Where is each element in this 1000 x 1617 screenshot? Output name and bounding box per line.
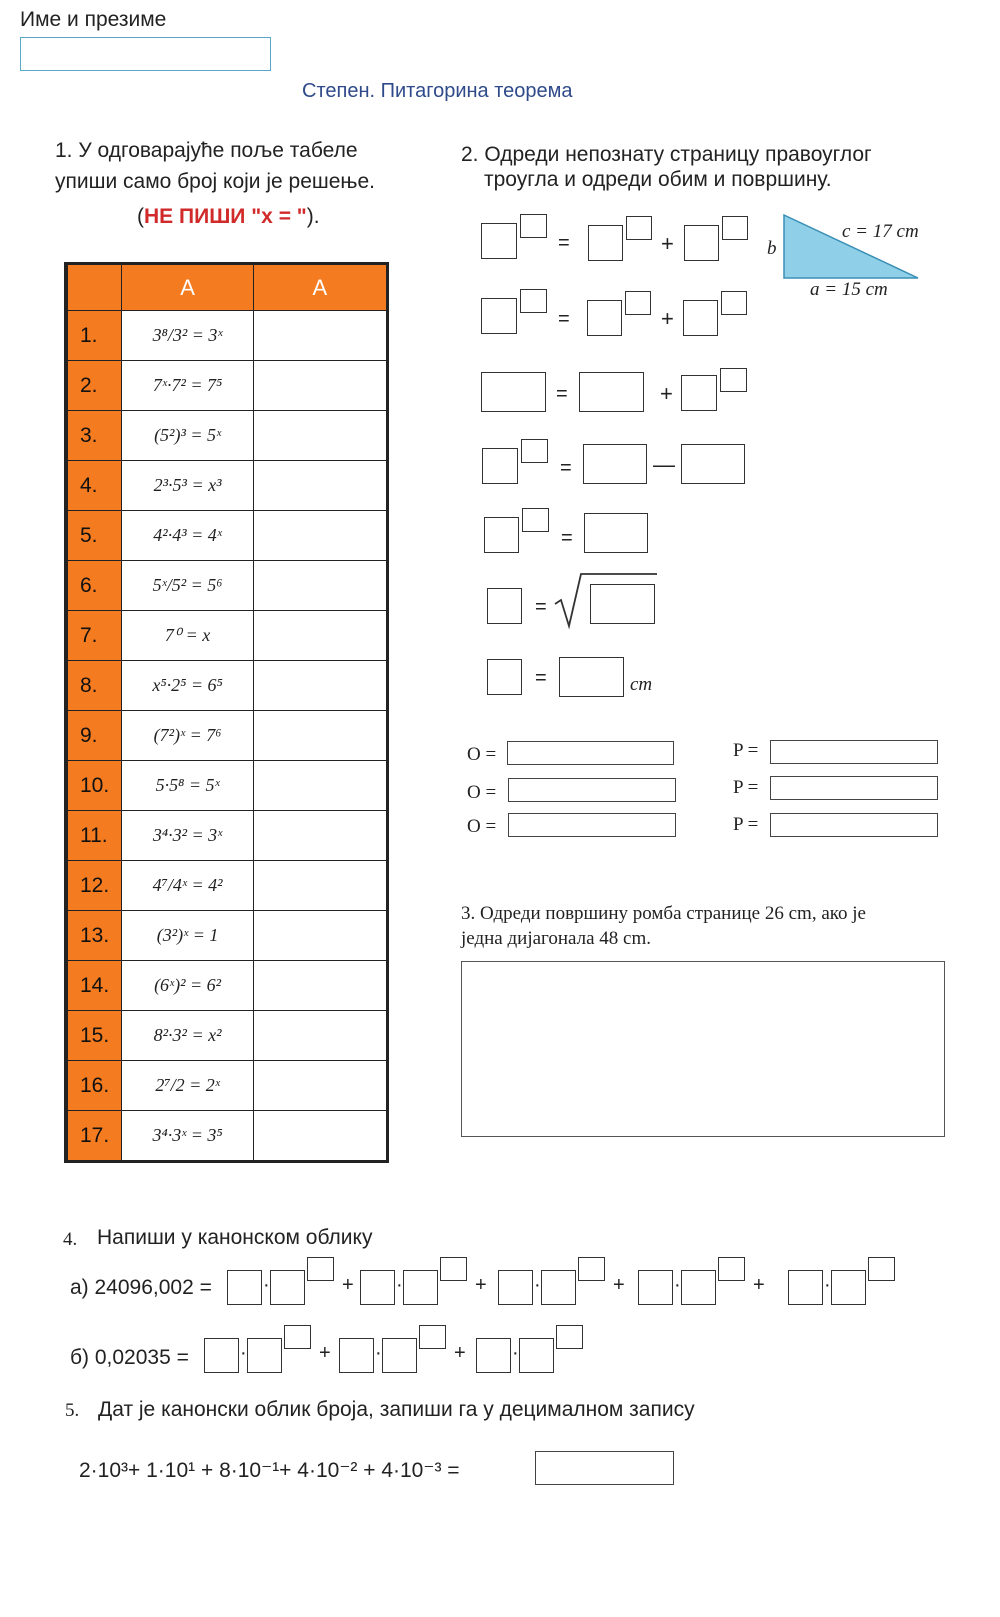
canonical-exponent-box[interactable] xyxy=(868,1257,895,1281)
canonical-power-box[interactable] xyxy=(247,1338,282,1373)
eq5-box1[interactable] xyxy=(484,517,519,553)
canonical-plus: + xyxy=(475,1274,487,1296)
canonical-dot: · xyxy=(240,1342,247,1364)
canonical-dot: · xyxy=(375,1342,382,1364)
canonical-exponent-box[interactable] xyxy=(419,1325,446,1349)
row-number: 16. xyxy=(66,1061,122,1111)
row-expression: 4⁷/4ˣ = 4² xyxy=(122,861,253,911)
task2-text-line1: 2. Одреди непознату страницу правоуглог xyxy=(461,143,872,166)
p-label-3: P = xyxy=(733,814,759,835)
eq4-equals: = xyxy=(560,457,572,479)
canonical-digit-box[interactable] xyxy=(788,1270,823,1305)
task5-expression: 2·10³+ 1·10¹ + 8·10⁻¹+ 4·10⁻² + 4·10⁻³ = xyxy=(79,1459,460,1482)
table-row xyxy=(66,611,388,661)
eq6-box2[interactable] xyxy=(590,584,655,624)
p-input-2[interactable] xyxy=(770,776,938,800)
eq2-plus: + xyxy=(661,306,674,331)
canonical-dot: · xyxy=(263,1274,270,1296)
task1-note: (НЕ ПИШИ "x = "). xyxy=(137,205,320,228)
row-answer-cell[interactable] xyxy=(253,361,387,411)
task5-answer-input[interactable] xyxy=(535,1451,674,1485)
row-expression: 3⁸/3² = 3ˣ xyxy=(122,311,253,361)
table-row xyxy=(66,811,388,861)
row-number: 15. xyxy=(66,1011,122,1061)
canonical-power-box[interactable] xyxy=(403,1270,438,1305)
canonical-power-box[interactable] xyxy=(541,1270,576,1305)
canonical-plus: + xyxy=(753,1274,765,1296)
eq2-exp2[interactable] xyxy=(625,291,651,315)
canonical-plus: + xyxy=(454,1342,466,1364)
row-number: 7. xyxy=(66,611,122,661)
row-expression: 7⁰ = x xyxy=(122,611,253,661)
canonical-power-box[interactable] xyxy=(270,1270,305,1305)
eq3-box2[interactable] xyxy=(579,372,644,412)
table-header-a1: A xyxy=(122,264,253,311)
row-expression: 2³·5³ = x³ xyxy=(122,461,253,511)
table-row xyxy=(66,861,388,911)
task3-answer-area[interactable] xyxy=(461,961,945,1137)
canonical-dot: · xyxy=(512,1342,519,1364)
eq2-box1[interactable] xyxy=(481,298,517,334)
eq3-box3[interactable] xyxy=(681,375,717,411)
table-row xyxy=(66,311,388,361)
eq3-exp3[interactable] xyxy=(720,368,747,392)
canonical-power-box[interactable] xyxy=(831,1270,866,1305)
row-expression: (5²)³ = 5ˣ xyxy=(122,411,253,461)
table-corner xyxy=(66,264,122,311)
canonical-digit-box[interactable] xyxy=(360,1270,395,1305)
o-input-3[interactable] xyxy=(508,813,676,837)
row-expression: 3⁴·3ˣ = 3⁵ xyxy=(122,1111,253,1162)
table-row xyxy=(66,1111,388,1162)
eq2-box2[interactable] xyxy=(587,300,622,336)
table-row xyxy=(66,661,388,711)
eq4-box1[interactable] xyxy=(482,448,518,484)
row-answer-cell[interactable] xyxy=(253,561,387,611)
row-answer-cell[interactable] xyxy=(253,661,387,711)
page-title: Степен. Питагорина теорема xyxy=(302,80,573,102)
eq5-box2[interactable] xyxy=(584,513,648,553)
p-input-3[interactable] xyxy=(770,813,938,837)
eq1-box2[interactable] xyxy=(588,225,623,261)
canonical-power-box[interactable] xyxy=(382,1338,417,1373)
o-input-1[interactable] xyxy=(507,741,674,765)
table-row xyxy=(66,561,388,611)
row-expression: 2⁷/2 = 2ˣ xyxy=(122,1061,253,1111)
o-label-3: O = xyxy=(467,816,497,837)
row-number: 11. xyxy=(66,811,122,861)
eq1-exp1[interactable] xyxy=(520,214,547,238)
eq6-box1[interactable] xyxy=(487,588,522,624)
table-row xyxy=(66,461,388,511)
eq4-exp1[interactable] xyxy=(521,439,548,463)
table-row xyxy=(66,361,388,411)
eq1-equals: = xyxy=(558,232,570,254)
row-answer-cell[interactable] xyxy=(253,411,387,461)
canonical-plus: + xyxy=(613,1274,625,1296)
p-label-2: P = xyxy=(733,777,759,798)
canonical-power-box[interactable] xyxy=(681,1270,716,1305)
eq1-exp2[interactable] xyxy=(626,216,652,240)
task5-number: 5. xyxy=(65,1400,80,1421)
row-expression: (3²)ˣ = 1 xyxy=(122,911,253,961)
table-row xyxy=(66,761,388,811)
table-row xyxy=(66,411,388,461)
exponent-table xyxy=(64,262,389,1163)
row-expression: (7²)ˣ = 7⁶ xyxy=(122,711,253,761)
row-answer-cell[interactable] xyxy=(253,611,387,661)
row-answer-cell[interactable] xyxy=(253,761,387,811)
row-number: 4. xyxy=(66,461,122,511)
task4-a-label: а) 24096,002 = xyxy=(70,1276,212,1299)
row-number: 2. xyxy=(66,361,122,411)
row-answer-cell[interactable] xyxy=(253,511,387,561)
eq4-box3[interactable] xyxy=(681,444,745,484)
canonical-exponent-box[interactable] xyxy=(307,1257,334,1281)
triangle-label-c: c = 17 cm xyxy=(842,221,919,242)
eq7-box1[interactable] xyxy=(487,659,522,695)
eq6-equals: = xyxy=(535,596,547,618)
canonical-exponent-box[interactable] xyxy=(556,1325,583,1349)
eq3-plus: + xyxy=(660,381,673,406)
triangle-label-a: a = 15 cm xyxy=(810,279,888,300)
canonical-exponent-box[interactable] xyxy=(284,1325,311,1349)
row-number: 1. xyxy=(66,311,122,361)
row-number: 10. xyxy=(66,761,122,811)
table-header-a2: A xyxy=(253,264,387,311)
row-expression: 5·5⁸ = 5ˣ xyxy=(122,761,253,811)
table-row xyxy=(66,1011,388,1061)
eq5-exp1[interactable] xyxy=(522,508,549,532)
canonical-dot: · xyxy=(824,1274,831,1296)
row-answer-cell[interactable] xyxy=(253,861,387,911)
row-expression: 4²·4³ = 4ˣ xyxy=(122,511,253,561)
canonical-dot: · xyxy=(396,1274,403,1296)
row-answer-cell[interactable] xyxy=(253,461,387,511)
name-label: Име и презиме xyxy=(20,8,167,31)
row-number: 13. xyxy=(66,911,122,961)
canonical-dot: · xyxy=(534,1274,541,1296)
row-number: 3. xyxy=(66,411,122,461)
eq5-equals: = xyxy=(561,527,573,549)
canonical-exponent-box[interactable] xyxy=(578,1257,605,1281)
eq1-exp3[interactable] xyxy=(722,216,748,240)
eq7-unit: cm xyxy=(630,674,653,695)
triangle-label-b: b xyxy=(767,238,777,259)
row-expression: 7ˣ·7² = 7⁵ xyxy=(122,361,253,411)
table-row xyxy=(66,911,388,961)
o-label-1: O = xyxy=(467,744,497,765)
canonical-digit-box[interactable] xyxy=(638,1270,673,1305)
task1-text-line1: 1. У одговарајуће поље табеле xyxy=(55,139,358,162)
row-number: 12. xyxy=(66,861,122,911)
canonical-digit-box[interactable] xyxy=(498,1270,533,1305)
table-row xyxy=(66,1061,388,1111)
eq1-box1[interactable] xyxy=(481,223,517,259)
canonical-exponent-box[interactable] xyxy=(718,1257,745,1281)
task5-text: Дат је канонски облик броја, запиши га у децималном запису xyxy=(98,1398,695,1421)
row-answer-cell[interactable] xyxy=(253,811,387,861)
row-answer-cell[interactable] xyxy=(253,1061,387,1111)
canonical-plus: + xyxy=(319,1342,331,1364)
eq2-box3[interactable] xyxy=(683,300,718,336)
canonical-exponent-box[interactable] xyxy=(440,1257,467,1281)
canonical-digit-box[interactable] xyxy=(476,1338,511,1373)
eq2-exp1[interactable] xyxy=(520,289,547,313)
canonical-power-box[interactable] xyxy=(519,1338,554,1373)
eq7-box2[interactable] xyxy=(559,657,624,697)
row-answer-cell[interactable] xyxy=(253,311,387,361)
canonical-digit-box[interactable] xyxy=(227,1270,262,1305)
task1-text-line2: упиши само број који је решење. xyxy=(55,170,376,193)
p-input-1[interactable] xyxy=(770,740,938,764)
eq7-equals: = xyxy=(535,667,547,689)
table-row xyxy=(66,711,388,761)
row-expression: 3⁴·3² = 3ˣ xyxy=(122,811,253,861)
row-number: 9. xyxy=(66,711,122,761)
table-row xyxy=(66,511,388,561)
p-label-1: P = xyxy=(733,740,759,761)
row-expression: 5ˣ/5² = 5⁶ xyxy=(122,561,253,611)
eq3-equals: = xyxy=(556,383,568,405)
task4-text: Напиши у канонском облику xyxy=(97,1226,373,1249)
name-input[interactable] xyxy=(20,37,271,71)
table-row xyxy=(66,961,388,1011)
row-answer-cell[interactable] xyxy=(253,1111,387,1162)
eq4-box2[interactable] xyxy=(583,444,647,484)
eq2-exp3[interactable] xyxy=(721,291,747,315)
row-number: 8. xyxy=(66,661,122,711)
row-number: 5. xyxy=(66,511,122,561)
task3-text-line1: 3. Одреди површину ромба странице 26 cm, ако је xyxy=(461,903,866,924)
task3-text-line2: једна дијагонала 48 cm. xyxy=(461,928,651,949)
row-expression: 8²·3² = x² xyxy=(122,1011,253,1061)
canonical-digit-box[interactable] xyxy=(204,1338,239,1373)
eq2-equals: = xyxy=(558,308,570,330)
row-answer-cell[interactable] xyxy=(253,961,387,1011)
canonical-dot: · xyxy=(674,1274,681,1296)
eq1-plus: + xyxy=(661,231,674,256)
canonical-digit-box[interactable] xyxy=(339,1338,374,1373)
o-input-2[interactable] xyxy=(508,778,676,802)
row-number: 14. xyxy=(66,961,122,1011)
row-number: 6. xyxy=(66,561,122,611)
row-answer-cell[interactable] xyxy=(253,711,387,761)
task1-note-bold: НЕ ПИШИ "x = " xyxy=(144,205,307,228)
row-expression: x⁵·2⁵ = 6⁵ xyxy=(122,661,253,711)
row-number: 17. xyxy=(66,1111,122,1162)
canonical-plus: + xyxy=(342,1274,354,1296)
task2-text-line2: троугла и одреди обим и површину. xyxy=(484,168,832,191)
task4-b-label: б) 0,02035 = xyxy=(70,1346,189,1369)
row-answer-cell[interactable] xyxy=(253,1011,387,1061)
task4-number: 4. xyxy=(63,1229,78,1250)
eq3-box1[interactable] xyxy=(481,372,546,412)
o-label-2: O = xyxy=(467,782,497,803)
row-expression: (6ˣ)² = 6² xyxy=(122,961,253,1011)
row-answer-cell[interactable] xyxy=(253,911,387,961)
eq1-box3[interactable] xyxy=(684,225,719,261)
eq4-minus: — xyxy=(653,452,675,477)
